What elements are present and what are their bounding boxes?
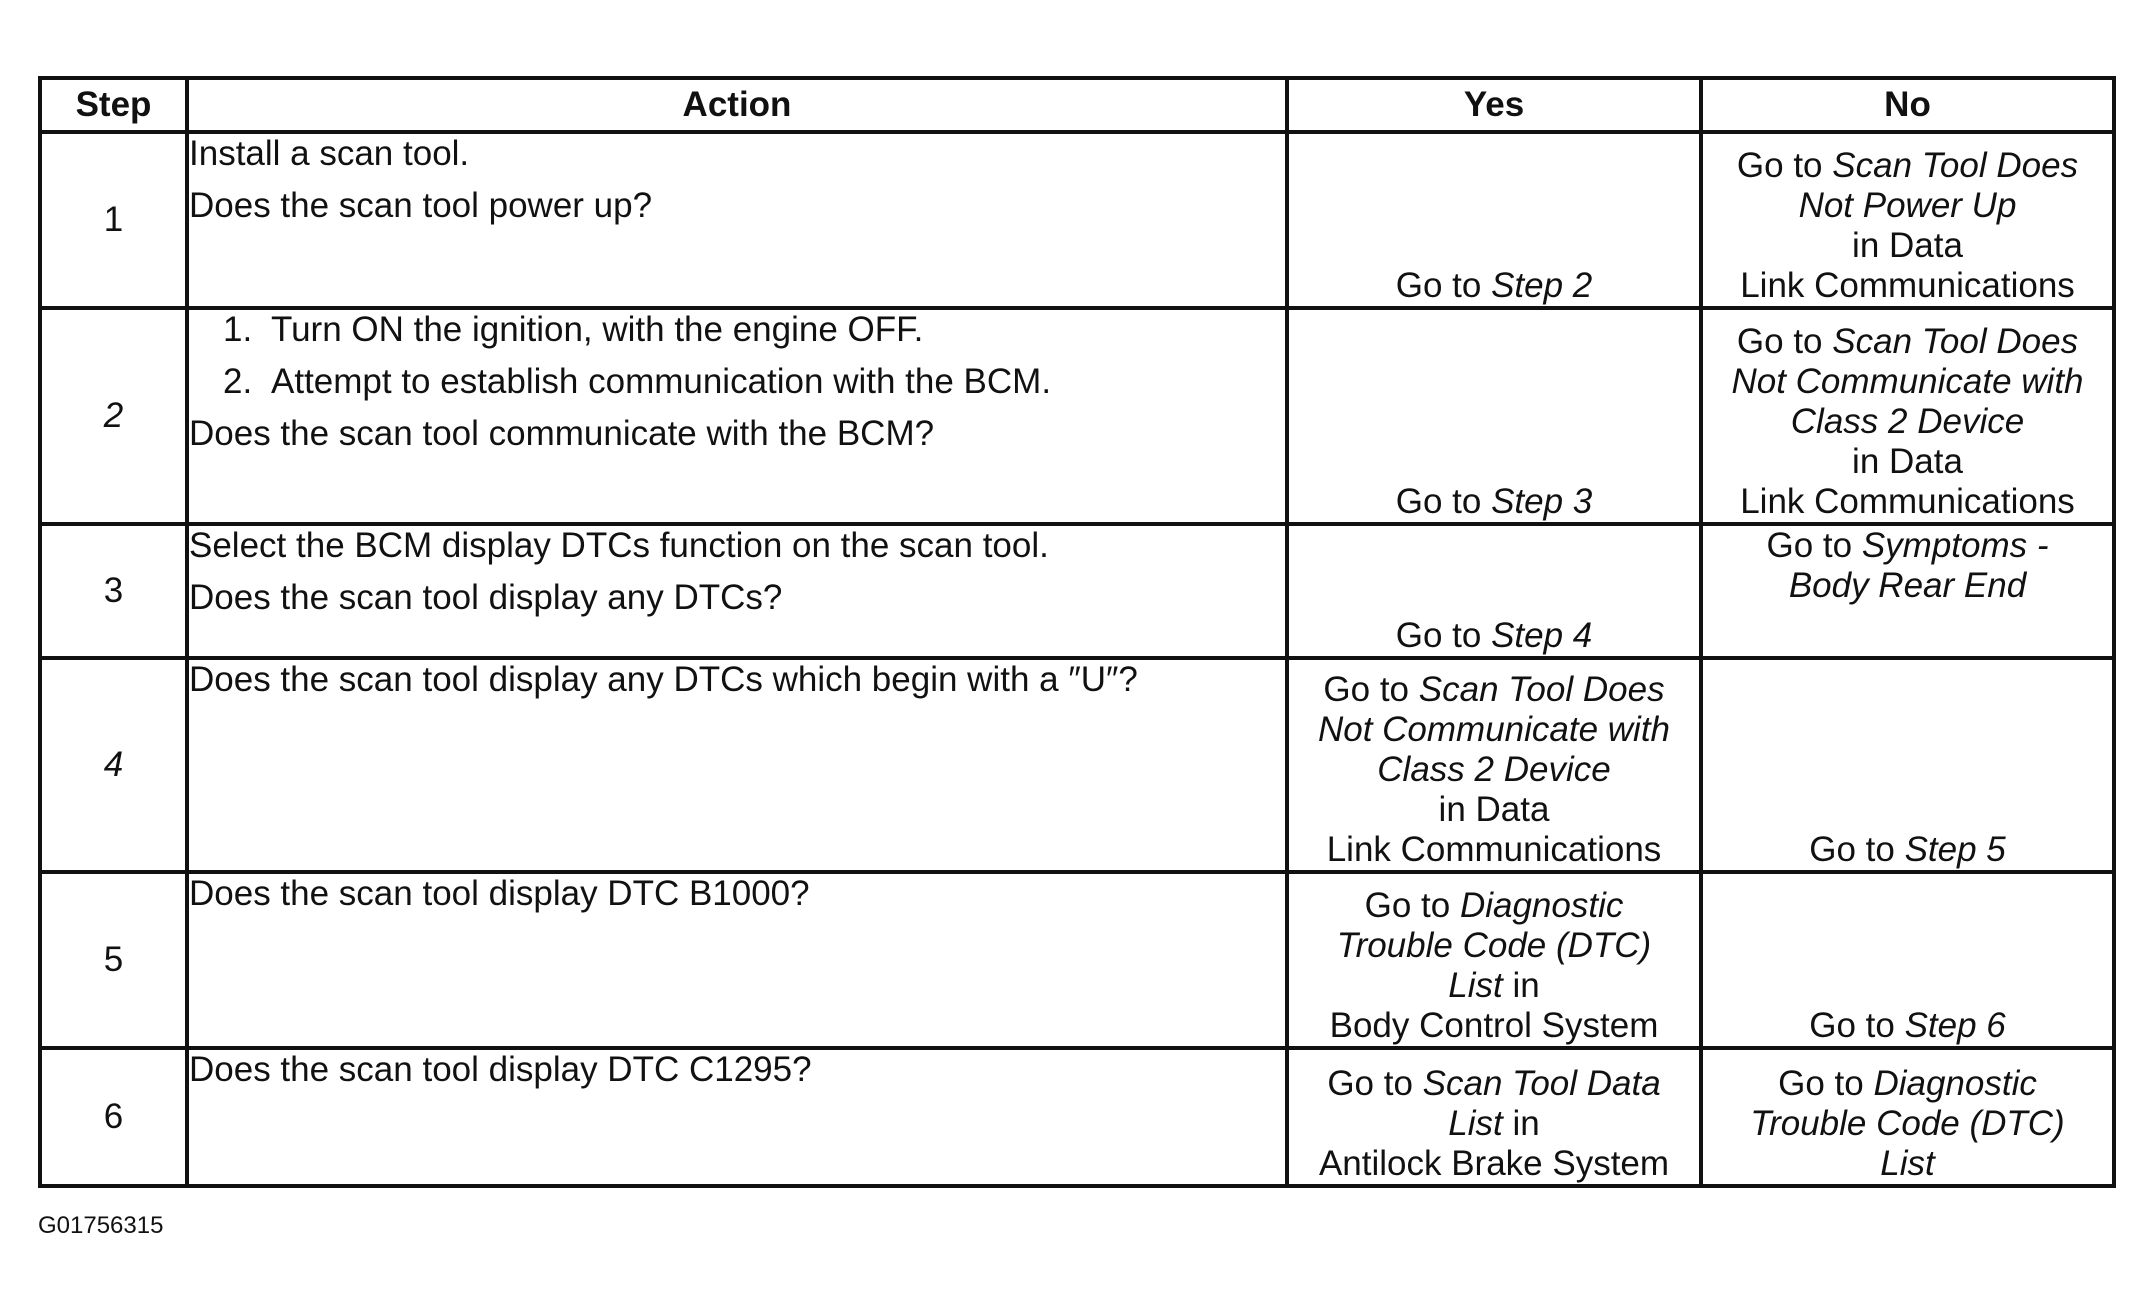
table-row xyxy=(40,872,2114,1048)
yes-cell xyxy=(1287,132,1701,308)
yes-prefix: Go to xyxy=(1395,482,1482,521)
header-action: Action xyxy=(187,78,1287,132)
yes-suffix: Antilock Brake System xyxy=(1318,1144,1670,1183)
yes-link-cont[interactable]: List xyxy=(1448,1104,1503,1143)
yes-link-cont[interactable]: List xyxy=(1448,966,1503,1005)
yes-prefix: Go to xyxy=(1327,1064,1413,1103)
yes-link-cont[interactable]: Not Communicate with xyxy=(1317,710,1671,749)
action-cell xyxy=(187,524,1287,658)
no-cell xyxy=(1701,1048,2114,1186)
header-row xyxy=(40,78,2114,132)
yes-cell xyxy=(1287,872,1701,1048)
no-prefix: Go to xyxy=(1736,322,1823,361)
yes-link[interactable]: Diagnostic xyxy=(1459,886,1624,925)
action-step-item: 1. Turn ON the ignition, with the engine OFF. xyxy=(223,310,924,349)
action-cell xyxy=(187,308,1287,524)
step-number: 6 xyxy=(40,1048,187,1186)
yes-in: in xyxy=(1512,1104,1540,1143)
table-row xyxy=(40,1048,2114,1186)
step-number: 4 xyxy=(40,658,187,872)
yes-link-cont[interactable]: Class 2 Device xyxy=(1377,750,1611,789)
table-row xyxy=(40,524,2114,658)
no-link[interactable]: Step 6 xyxy=(1904,1006,2006,1045)
action-cell xyxy=(187,1048,1287,1186)
table-row xyxy=(40,658,2114,872)
figure-id: G01756315 xyxy=(38,1212,164,1239)
yes-link[interactable]: Scan Tool Data xyxy=(1422,1064,1661,1103)
no-link[interactable]: Diagnostic xyxy=(1873,1064,2037,1103)
yes-suffix: Link Communications xyxy=(1326,830,1662,869)
yes-prefix: Go to xyxy=(1364,886,1451,925)
yes-link[interactable]: Step 2 xyxy=(1491,266,1593,305)
no-prefix: Go to xyxy=(1809,1006,1895,1045)
no-link-cont[interactable]: Not Power Up xyxy=(1798,186,2017,225)
step-number: 3 xyxy=(40,524,187,658)
action-question: Does the scan tool display DTC C1295? xyxy=(189,1050,812,1089)
yes-cell xyxy=(1287,524,1701,658)
no-cell xyxy=(1701,658,2114,872)
action-cell xyxy=(187,658,1287,872)
header-step: Step xyxy=(40,78,187,132)
yes-link[interactable]: Step 3 xyxy=(1491,482,1593,521)
yes-prefix: Go to xyxy=(1395,266,1482,305)
action-question: Does the scan tool display any DTCs which begin with a ″U″? xyxy=(189,660,1138,699)
table-row xyxy=(40,308,2114,524)
yes-prefix: Go to xyxy=(1323,670,1410,709)
yes-prefix: Go to xyxy=(1395,616,1482,655)
no-cell xyxy=(1701,872,2114,1048)
yes-link-cont[interactable]: Trouble Code (DTC) xyxy=(1336,926,1652,965)
no-prefix: Go to xyxy=(1766,526,1853,565)
action-step-item: 2. Attempt to establish communication with the BCM. xyxy=(223,362,1052,401)
header-yes: Yes xyxy=(1287,78,1701,132)
action-question: Does the scan tool display any DTCs? xyxy=(189,578,783,617)
yes-link[interactable]: Scan Tool Does xyxy=(1418,670,1665,709)
no-link-cont[interactable]: Body Rear End xyxy=(1788,566,2027,605)
no-prefix: Go to xyxy=(1778,1064,1864,1103)
action-text: Install a scan tool. xyxy=(189,134,470,173)
yes-cell xyxy=(1287,658,1701,872)
no-link-cont[interactable]: List xyxy=(1880,1144,1935,1183)
no-link[interactable]: Scan Tool Does xyxy=(1832,322,2079,361)
step-number: 5 xyxy=(40,872,187,1048)
diagnostic-table xyxy=(38,76,2116,1188)
action-question: Does the scan tool display DTC B1000? xyxy=(189,874,810,913)
yes-suffix: in Data xyxy=(1438,790,1550,829)
no-link[interactable]: Symptoms - xyxy=(1861,526,2049,565)
action-text: Select the BCM display DTCs function on the scan tool. xyxy=(189,526,1049,565)
no-link-cont[interactable]: Not Communicate with xyxy=(1731,362,2084,401)
no-link-cont[interactable]: Trouble Code (DTC) xyxy=(1750,1104,2065,1143)
yes-suffix: Body Control System xyxy=(1329,1006,1659,1045)
yes-cell xyxy=(1287,1048,1701,1186)
no-suffix: in Data xyxy=(1852,226,1963,265)
action-cell xyxy=(187,872,1287,1048)
no-suffix: Link Communications xyxy=(1740,266,2075,305)
no-cell xyxy=(1701,524,2114,658)
action-cell xyxy=(187,132,1287,308)
no-link[interactable]: Scan Tool Does xyxy=(1832,146,2079,185)
no-suffix: Link Communications xyxy=(1740,482,2075,521)
yes-link[interactable]: Step 4 xyxy=(1491,616,1593,655)
action-question: Does the scan tool power up? xyxy=(189,186,653,225)
step-number: 1 xyxy=(40,132,187,308)
action-question: Does the scan tool communicate with the BCM? xyxy=(189,414,935,453)
no-cell xyxy=(1701,132,2114,308)
no-prefix: Go to xyxy=(1736,146,1823,185)
step-number: 2 xyxy=(40,308,187,524)
yes-in: in xyxy=(1512,966,1540,1005)
no-cell xyxy=(1701,308,2114,524)
no-suffix: in Data xyxy=(1852,442,1963,481)
yes-cell xyxy=(1287,308,1701,524)
header-no: No xyxy=(1701,78,2114,132)
no-prefix: Go to xyxy=(1809,830,1895,869)
table-row xyxy=(40,132,2114,308)
no-link-cont[interactable]: Class 2 Device xyxy=(1790,402,2025,441)
no-link[interactable]: Step 5 xyxy=(1904,830,2006,869)
